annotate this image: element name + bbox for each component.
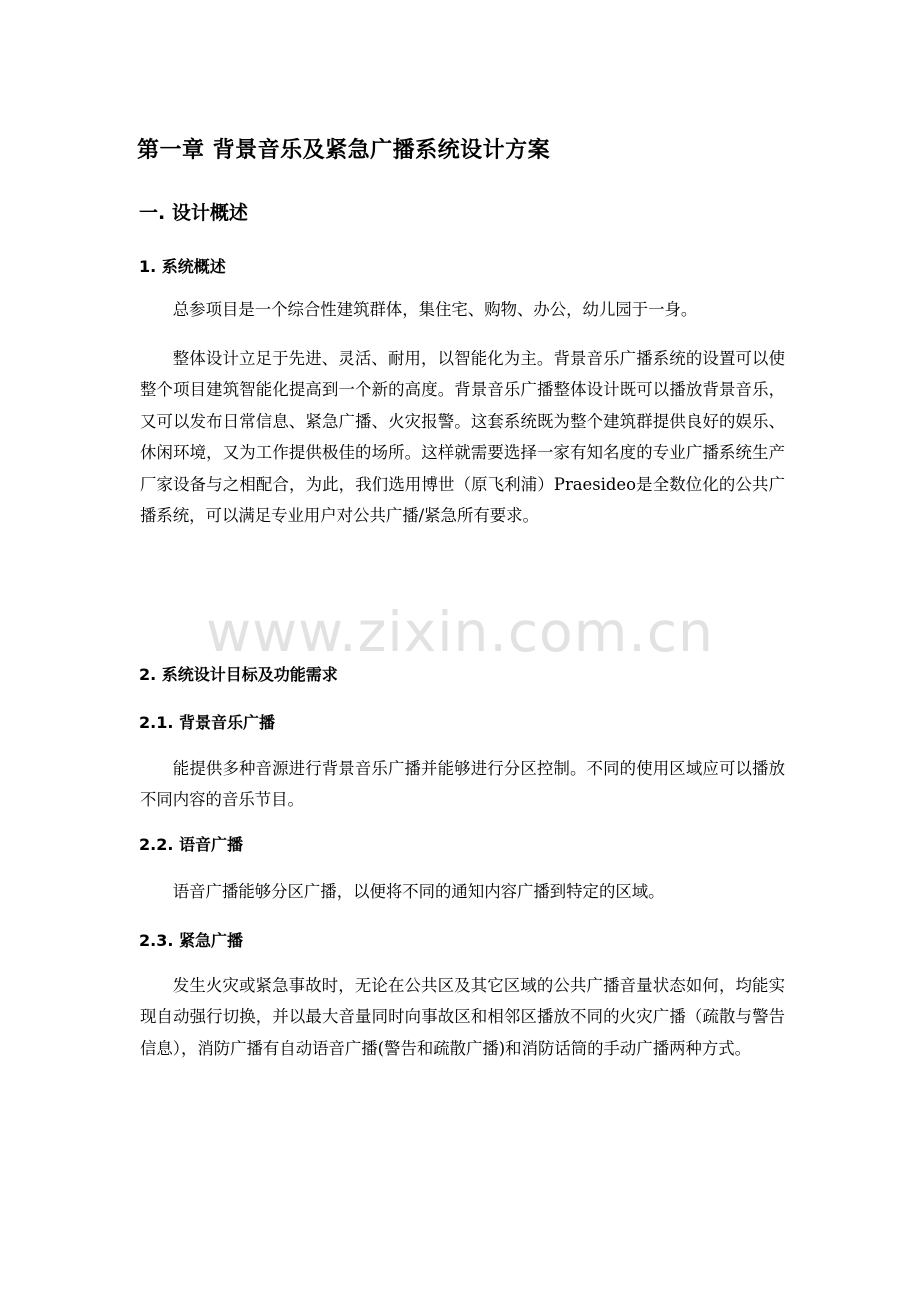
subsection-title-background-music: 2.1. 背景音乐广播 — [139, 713, 275, 732]
subsection-title-voice-broadcast: 2.2. 语音广播 — [139, 835, 243, 854]
chapter-title: 第一章 背景音乐及紧急广播系统设计方案 — [137, 138, 551, 163]
watermark: www.zixin.com.cn — [206, 600, 714, 664]
paragraph-overall-design: 整体设计立足于先进、灵活、耐用，以智能化为主。背景音乐广播系统的设置可以使整个项目建筑智能化提高到一个新的高度。背景音乐广播整体设计既可以播放背景音乐，又可以发布日常信息、紧急广播、火灾报警。这套系统既为整个建筑群提供良好的娱乐、休闲环境，又为工作提供极佳的场所。这样就需要选择一家有知名度的专业广播系统生产厂家设备与之相配合，为此，我们选用博世（原飞利浦）Praesideo是全数位化的公共广播系统，可以满足专业用户对公共广播/紧急所有要求。 — [140, 349, 785, 526]
paragraph-background-music: 能提供多种音源进行背景音乐广播并能够进行分区控制。不同的使用区域应可以播放不同内容的音乐节目。 — [140, 759, 785, 810]
subsection-title-emergency-broadcast: 2.3. 紧急广播 — [139, 931, 243, 950]
subsection-title-system-overview: 1. 系统概述 — [139, 257, 226, 276]
section-title-design-overview: 一. 设计概述 — [139, 202, 248, 224]
paragraph-emergency-broadcast: 发生火灾或紧急事故时，无论在公共区及其它区域的公共广播音量状态如何，均能实现自动强行切换，并以最大音量同时向事故区和相邻区播放不同的火灾广播（疏散与警告信息），消防广播有自动语音广播(警告和疏散广播)和消防话筒的手动广播两种方式。 — [140, 976, 785, 1058]
subsection-title-design-goals: 2. 系统设计目标及功能需求 — [139, 665, 338, 684]
paragraph-project-intro: 总参项目是一个综合性建筑群体，集住宅、购物、办公，幼儿园于一身。 — [172, 300, 698, 319]
paragraph-voice-broadcast: 语音广播能够分区广播，以便将不同的通知内容广播到特定的区域。 — [172, 882, 665, 901]
